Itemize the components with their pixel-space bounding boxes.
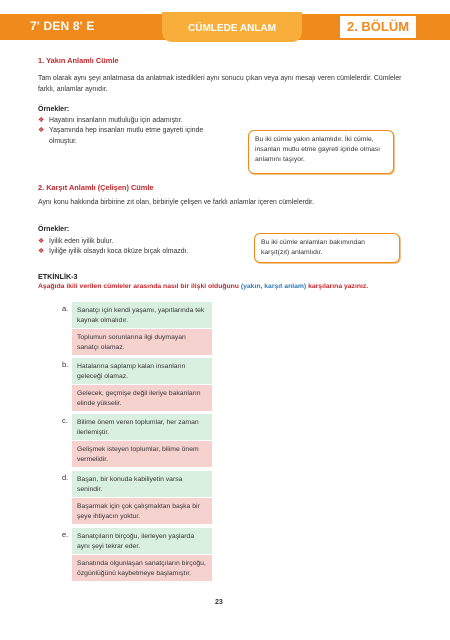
pair-letter-b: b. bbox=[62, 360, 69, 369]
section1-description: Tam olarak aynı şeyi anlatmasa da anlatmak istedikleri aynı sonucu çıkan veya aynı mesajı veren cümlelerdir. Cümleler farklı, anlamlar aynıdır. bbox=[38, 75, 402, 93]
list-item: ❖ Hayatını insanların mutluluğu için adamıştır. bbox=[38, 116, 218, 126]
pair-letter-e: e. bbox=[62, 530, 69, 539]
pair-d-first-sentence: Başarı, bir konuda kabiliyetin varsa senindir. bbox=[72, 471, 212, 497]
section1-examples-heading: Örnekler: bbox=[38, 106, 70, 113]
section2-note-box: Bu iki cümle anlamları bakımından karşıt(zıt) anlamlıdır. bbox=[254, 233, 400, 263]
pair-c-second-sentence: Gelişmek isteyen toplumlar, bilime önem vermelidir. bbox=[72, 441, 212, 467]
activity-options: (yakın, karşıt anlam) bbox=[240, 283, 307, 290]
topic-tab: CÜMLEDE ANLAM bbox=[162, 12, 302, 42]
pair-d-second-sentence: Başarmak için çok çalışmaktan başka bir şeye ihtiyacın yoktur. bbox=[72, 498, 212, 524]
pair-letter-c: c. bbox=[62, 416, 68, 425]
pair-e-second-sentence: Sanatında olgunlaşan sanatçıların birçoğu, özgünlüğünü kaybetmeye başlamıştır. bbox=[72, 555, 212, 581]
section1-title: 1. Yakın Anlamlı Cümle bbox=[38, 56, 119, 65]
section2-example-list bbox=[38, 237, 248, 258]
diamond-bullet-icon: ❖ bbox=[38, 127, 45, 135]
pair-c-first-sentence: Bilime önem veren toplumlar, her zaman ilerlemiştir. bbox=[72, 414, 212, 440]
section-badge: 2. BÖLÜM bbox=[338, 14, 418, 40]
pair-b-first-sentence: Hatalarına saplanıp kalan insanların geleceği olamaz. bbox=[72, 358, 212, 384]
diamond-bullet-icon: ❖ bbox=[38, 248, 45, 256]
activity-title: ETKİNLİK-3 bbox=[38, 272, 78, 281]
pair-a-second-sentence: Toplumun sorunlarına ilgi duymayan sanatçı olamaz. bbox=[72, 329, 212, 355]
page-number: 23 bbox=[215, 599, 223, 606]
section1-note-box: Bu iki cümle yakın anlamlıdır. İki cümle, insanları mutlu etme gayreti içinde olması anlamını taşıyor. bbox=[248, 130, 394, 174]
grade-range-label: 7' DEN 8' E bbox=[30, 19, 95, 33]
list-item: ❖ İyiliğe iyilik olsaydı koca öküze bıçak olmazdı. bbox=[38, 247, 248, 257]
section2-description: Aynı konu hakkında birbirine zıt olan, birbiriyle çelişen ve farklı anlamlar içeren cümlelerdir. bbox=[38, 199, 315, 206]
list-item: ❖ İyilik eden iyilik bulur. bbox=[38, 237, 248, 247]
pair-a-first-sentence: Sanatçı için kendi yaşamı, yapıtlarında tek kaynak olmalıdır. bbox=[72, 302, 212, 328]
section2-examples-heading: Örnekler: bbox=[38, 226, 70, 233]
activity-instruction: Aşağıda ikili verilen cümleler arasında nasıl bir ilişki olduğunu (yakın, karşıt anlam) karşılarına yazınız. bbox=[38, 283, 369, 290]
list-item: ❖ Yaşamında hep insanları mutlu etme gayreti içinde olmuştur. bbox=[38, 127, 204, 145]
pair-b-second-sentence: Gelecek, geçmişe değil ileriye bakanların elinde yükselir. bbox=[72, 385, 212, 411]
pair-letter-d: d. bbox=[62, 473, 69, 482]
diamond-bullet-icon: ❖ bbox=[38, 117, 45, 124]
section1-example-list bbox=[38, 116, 218, 147]
pair-e-first-sentence: Sanatçıların birçoğu, ilerleyen yaşlarda aynı şeyi tekrar eder. bbox=[72, 528, 212, 554]
pair-letter-a: a. bbox=[62, 304, 69, 313]
section2-title: 2. Karşıt Anlamlı (Çelişen) Cümle bbox=[38, 183, 154, 192]
diamond-bullet-icon: ❖ bbox=[38, 238, 45, 245]
